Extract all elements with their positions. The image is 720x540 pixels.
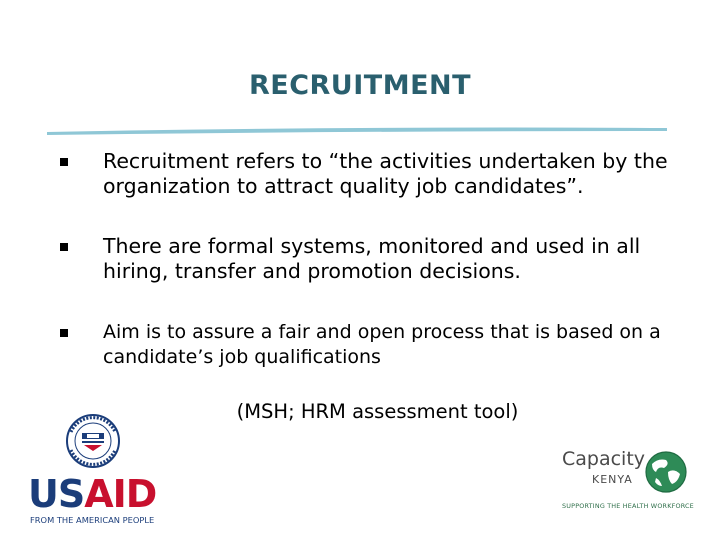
bullet-marker (60, 158, 68, 166)
globe-icon (644, 450, 688, 494)
usaid-wordmark-aid: AID (84, 472, 157, 516)
capacity-kenya-logo (562, 444, 692, 516)
slide-title-text: RECRUITMENT (248, 70, 472, 101)
divider-stroke (47, 128, 667, 136)
usaid-wordmark-us: US (28, 472, 85, 516)
bullet-marker (60, 243, 68, 251)
capacity-wordmark: Capacity (562, 448, 646, 470)
usaid-tagline: FROM THE AMERICAN PEOPLE (30, 515, 155, 525)
bullet-text: There are formal systems, monitored and used in all hiring, transfer and promotion decisions. (103, 234, 641, 283)
capacity-country: KENYA (592, 473, 633, 486)
bullet-text: Recruitment refers to “the activities undertaken by the organization to attract quality job candidates”. (103, 149, 668, 198)
usaid-seal-icon (65, 412, 121, 470)
usaid-logo (25, 410, 160, 525)
bullet-marker (60, 329, 68, 337)
title-divider (45, 124, 670, 136)
capacity-tagline: SUPPORTING THE HEALTH WORKFORCE (562, 502, 694, 510)
usaid-wordmark (28, 474, 156, 514)
slide-title (0, 70, 720, 101)
bullet-text: Aim is to assure a fair and open process that is based on a candidate’s job qualifications (103, 321, 661, 368)
source-citation: (MSH; HRM assessment tool) (236, 400, 519, 423)
